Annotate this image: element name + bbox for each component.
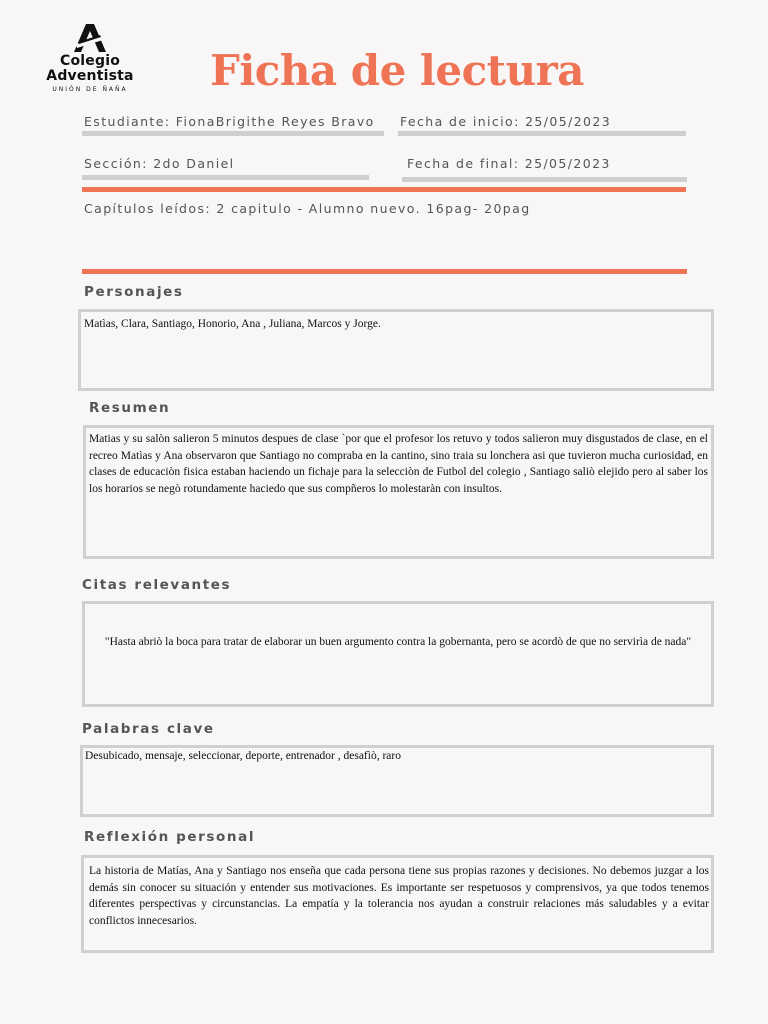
header-divider — [82, 187, 686, 192]
reflexion-box[interactable] — [81, 855, 714, 953]
resumen-text: Matias y su salòn salieron 5 minutos despues de clase `por que el profesor los retuvo y todos salieron muy disgustados de clase, en el recreo Matìas y Ana observaron que Santiago no compraba en la cantino, sino traia su lonchera asi que tuvieron mucha curiosidad, en clases de educaciòn fisica estaban haciendo un fichaje para la selecciòn de Futbol del colegio , Santiago saliò elejido pero al saber los los horarios se negò rotundamente haciedo que sus compñeros lo molestaràn con insultos. — [89, 433, 708, 495]
end-date-underline — [402, 177, 687, 182]
personajes-box[interactable] — [78, 309, 714, 391]
student-field: Estudiante: FionaBrigithe Reyes Bravo — [84, 114, 375, 129]
start-date-field: Fecha de inicio: 25/05/2023 — [400, 114, 612, 129]
personajes-heading: Personajes — [84, 284, 184, 300]
citas-box[interactable] — [82, 601, 714, 707]
logo-text-line1: Colegio — [59, 53, 121, 69]
page-title: Ficha de lectura — [210, 46, 584, 95]
palabras-box[interactable] — [80, 745, 714, 817]
citas-heading: Citas relevantes — [82, 577, 232, 593]
content-divider — [82, 269, 687, 274]
student-underline — [82, 131, 384, 136]
palabras-text: Desubicado, mensaje, seleccionar, deporte, entrenador , desafìò, raro — [85, 750, 401, 762]
end-date-field: Fecha de final: 25/05/2023 — [407, 156, 611, 171]
logo-text-line2: Adventista — [46, 68, 134, 84]
section-field: Sección: 2do Daniel — [84, 156, 235, 171]
school-logo — [40, 22, 140, 102]
citas-text: "Hasta abriò la boca para tratar de elaborar un buen argumento contra la gobernanta, pero se acordò de que no servirìa de nada" — [104, 636, 692, 648]
chapters-field: Capítulos leídos: 2 capitulo - Alumno nuevo. 16pag- 20pag — [84, 201, 531, 216]
logo-subtitle: UNIÓN DE ÑAÑA — [52, 86, 128, 93]
personajes-text: Matìas, Clara, Santiago, Honorio, Ana , Juliana, Marcos y Jorge. — [84, 318, 381, 330]
palabras-heading: Palabras clave — [82, 721, 215, 737]
school-logo-icon — [72, 22, 108, 54]
start-date-underline — [398, 131, 686, 136]
reflexion-text: La historia de Matías, Ana y Santiago nos enseña que cada persona tiene sus propias razones y decisiones. No debemos juzgar a los demás sin conocer su situación y entender sus motivaciones. Es importante ser respetuosos y comprensivos, ya que todos tenemos diferentes perspectivas y circunstancias. La empatía y la tolerancia nos ayudan a construir relaciones más saludables y a evitar conflictos innecesarios. — [89, 865, 709, 927]
reflexion-heading: Reflexión personal — [84, 829, 256, 845]
resumen-heading: Resumen — [89, 400, 171, 416]
section-underline — [82, 175, 369, 180]
resumen-box[interactable] — [83, 425, 714, 559]
